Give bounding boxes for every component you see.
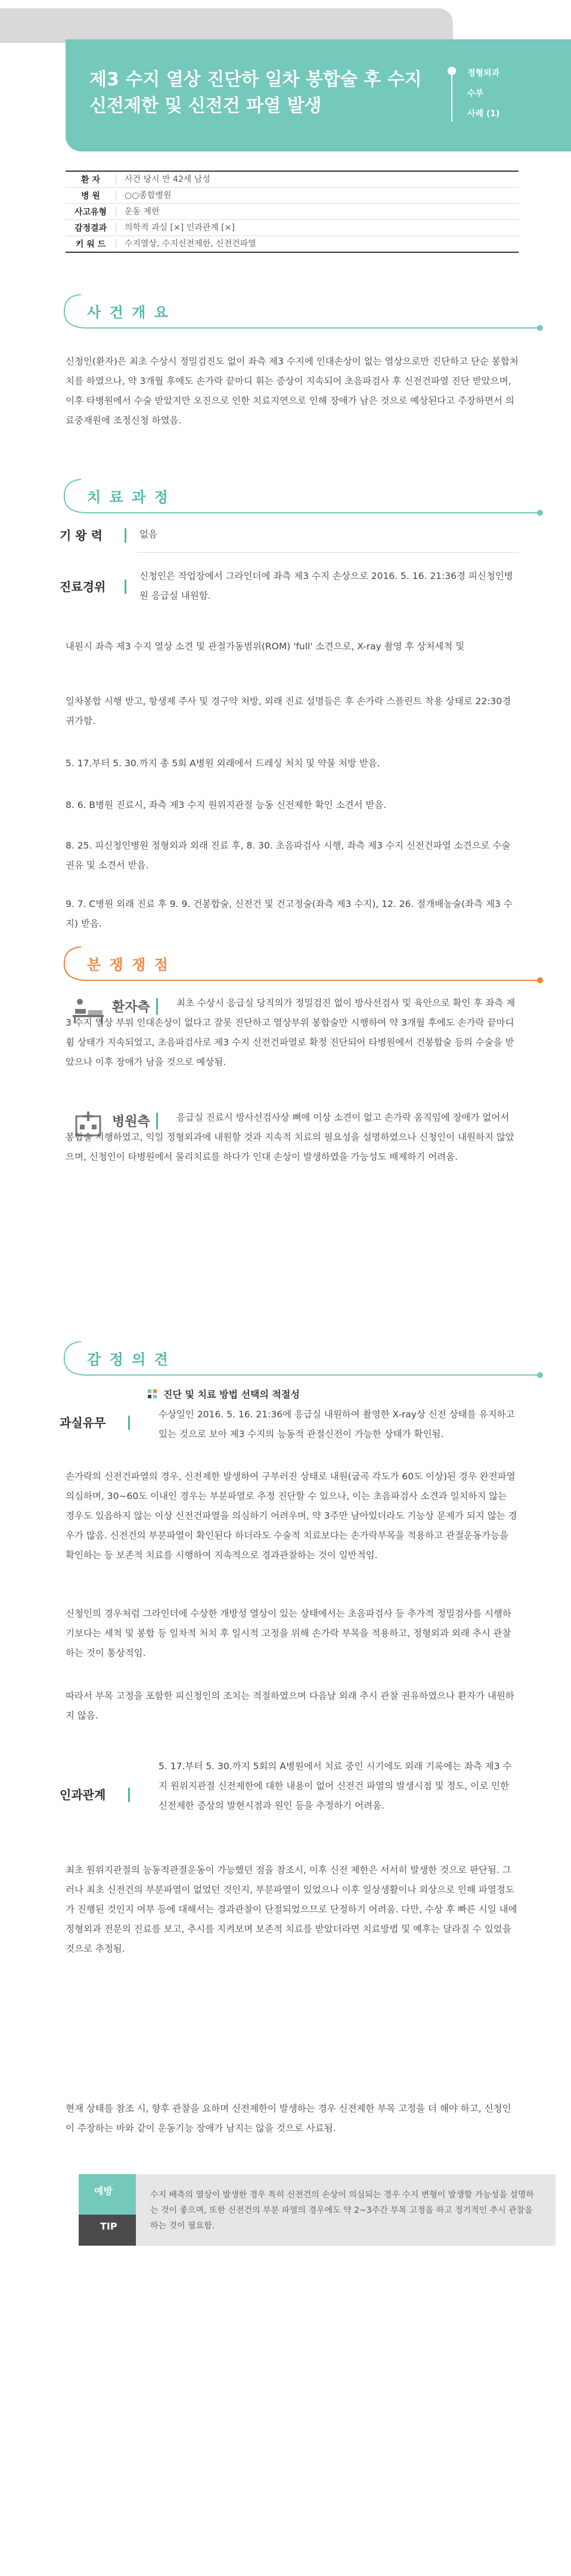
- info-value: 수지열상, 수지신전제한, 신전건파열: [116, 239, 256, 249]
- info-row-keywords: [66, 236, 519, 252]
- dept-label: 정형외과: [467, 69, 500, 78]
- info-value: 의학적 과실 [×] 인과관계 [×]: [116, 223, 235, 233]
- meta-dot-icon: [448, 67, 456, 75]
- treatment-entry: 8. 6. B병원 진료시, 좌측 제3 수지 원위지관절 능동 신전제한 확인 소견서 받음.: [66, 800, 387, 810]
- info-row-accident-type: [66, 204, 519, 220]
- header-tab-background: [0, 8, 453, 43]
- section-title: 감 정 의 견: [87, 1351, 170, 1368]
- info-row-hospital: [66, 188, 519, 204]
- info-value: 사건 당시 만 42세 남성: [116, 175, 210, 184]
- tip-label-tip: TIP: [100, 2221, 117, 2232]
- tip-tab: [79, 2174, 136, 2246]
- label-bar: [128, 1416, 130, 1430]
- section-title: 사 건 개 요: [87, 304, 170, 321]
- treatment-entry: 내원시 좌측 제3 수지 열상 소견 및 관절가동범위(ROM) 'full' 소견으로, X-ray 촬영 후 상처세척 및: [66, 641, 465, 652]
- section-header-opinion: [57, 1337, 546, 1391]
- case-title: 제3 수지 열상 진단하 일차 봉합술 후 수지 신전제한 및 신전건 파열 발생: [89, 69, 422, 116]
- info-label: 사고유형: [74, 208, 107, 217]
- causation-label-box: [60, 1785, 130, 1803]
- causation-paragraph: 최초 원위지관절의 능동적관절운동이 가능했던 점을 참조시, 이후 신전 제한은 서서히 발생한 것으로 판단됨. 그러나 최초 신전건의 부분파열이 없었던 것인지, 부분파열이 있었으나 이후 일상생활이나 외상으로 인해 파열정도가 진행된 것인지 여부 등에 대해서는 경과관찰이 단절되었으므로 단정하기 어려움. 다만, 수상 후 빠른 시일 내에 정형외과 전문의 진료를 보고, 추시를 지켜보며 보존적 치료를 받았더라면 치료방법 및 예후는 달라질 수 있었을 것으로 추정됨.: [66, 1865, 517, 1954]
- tip-label-prevention: 예방: [94, 2185, 113, 2197]
- negligence-label: 과실유무: [60, 1416, 106, 1430]
- info-label: 키 워 드: [75, 240, 106, 249]
- meta-line: [451, 72, 452, 122]
- hospital-side-text: 응급실 진료시 방사선검사상 뼈에 이상 소견이 없고 손가락 움직임에 장애가 없어서 봉합술 시행하였고, 익일 정형외과에 내원할 것과 지속적 치료의 필요성을 설명하였으나 신청인이 내원하지 않았으며, 신청인이 타병원에서 물리치료를 하다가 인대 손상이 발생하였을 가능성도 배제하기 어려움.: [66, 1112, 514, 1162]
- case-header: [66, 39, 571, 151]
- section-title: 분 쟁 쟁 점: [87, 956, 170, 973]
- info-label: 병 원: [81, 191, 100, 201]
- causation-paragraph: 현재 상태를 참조 시, 향후 관찰을 요하며 신전제한이 발생하는 경우 신전제한 부목 고정을 더 해야 하고, 신청인이 주장하는 바와 같이 운동기능 장애가 남지는 않을 것으로 사료됨.: [66, 2103, 511, 2134]
- negligence-paragraph: 신청인의 경우처럼 그라인더에 수상한 개방성 열상이 있는 상태에서는 초음파검사 등 추가적 정밀검사를 시행하기보다는 세척 및 봉합 등 일차적 처치 후 일시적 고정을 위해 손가락 부목을 적용하고, 정형외과 외래 추시 관찰하는 것이 통상적임.: [66, 1608, 511, 1658]
- course-intro: 신청인은 작업장에서 그라인더에 좌측 제3 수지 손상으로 2016. 5. 16. 21:36경 피신청인병원 응급실 내원함.: [139, 571, 513, 601]
- label-bar: [128, 1788, 130, 1802]
- course-label-box: [60, 577, 126, 595]
- case-meta: [446, 63, 529, 129]
- case-info-table: [66, 171, 519, 253]
- negligence-heading: 진단 및 치료 방법 선택의 적절성: [163, 1389, 300, 1400]
- label-bar: [125, 528, 126, 543]
- negligence-label-box: [60, 1413, 130, 1431]
- case-number: 사례 (1): [467, 109, 500, 119]
- negligence-paragraph: 따라서 부목 고정을 포함한 피신청인의 조치는 적절하였으며 다음날 외래 추시 관찰 권유하였으나 환자가 내원하지 않음.: [66, 1690, 514, 1721]
- history-label-box: [60, 526, 126, 543]
- label-bar: [125, 580, 126, 594]
- causation-label: 인과관계: [60, 1788, 106, 1802]
- info-value: ○○종합병원: [116, 191, 172, 200]
- treatment-entry: 8. 25. 피신청인병원 정형외과 외래 진료 후, 8. 30. 초음파검사 시행, 좌측 제3 수지 신전건파열 소견으로 수술 권유 및 소견서 받음.: [66, 840, 511, 871]
- tip-text: 수지 배측의 열상이 발생한 경우 특히 신전건의 손상이 의심되는 경우 수지 변형이 발생할 가능성을 설명하는 것이 좋으며, 또한 신전건의 부분 파열의 경우에도 약 2~3주간 부목 고정을 하고 정기적인 추시 관찰을 하는 것이 필요함.: [150, 2190, 534, 2231]
- section-header-overview: [57, 290, 546, 343]
- info-row-result: [66, 220, 519, 236]
- prevention-tip-box: [79, 2174, 556, 2246]
- patient-side-text: 최초 수상시 응급실 당직의가 정밀검진 없이 방사선검사 및 육안으로 확인 후 좌측 제3 수지 열상 부위 인대손상이 없다고 잘못 진단하고 열상부위 봉합술만 시행하여 약 3개월 후에도 손가락 끝마디 휨 상태가 지속되었고, 초음파검사로 제3 수지 신전건파열로 확정 진단되어 타병원에서 건봉합술 등의 수술을 받았으나 이후 장애가 남을 것으로 예상됨.: [66, 998, 516, 1067]
- section-header-treatment: [57, 475, 546, 528]
- overview-paragraph: 신청인(환자)은 최초 수상시 정밀검진도 없이 좌측 제3 수지에 인대손상이 없는 열상으로만 진단하고 단순 봉합처치를 하였으나, 약 3개월 후에도 손가락 끝마디 휘는 증상이 지속되어 초음파검사 후 신전건파열 진단 받았으며, 이후 타병원에서 수술 받았지만 오진으로 인한 치료지연으로 인해 장애가 남은 것으로 예상된다고 주장하면서 의료중재원에 조정신청 하였음.: [66, 356, 519, 426]
- divider: [137, 552, 519, 553]
- causation-intro: 5. 17.부터 5. 30.까지 5회의 A병원에서 치료 중인 시기에도 외래 기록에는 좌측 제3 수지 원위지관절 신전제한에 대한 내용이 없어 신전건 파열의 발생시점 및 정도, 이로 인한 신전제한 증상의 발현시점과 원인 등을 추정하기 어려움.: [159, 1761, 512, 1811]
- level-label: 수부: [467, 89, 484, 98]
- bullet-grid-icon: [148, 1389, 157, 1399]
- negligence-intro: 수상일인 2016. 5. 16. 21:36에 응급실 내원하여 촬영한 X-ray상 신전 상태를 유지하고 있는 것으로 보아 제3 수지의 능동적 관절신전이 가능한 상태가 확인됨.: [159, 1409, 515, 1439]
- treatment-entry: 일차봉합 시행 받고, 항생제 주사 및 경구약 처방, 외래 진료 설명들은 후 손가락 스플린트 착용 상태로 22:30경 귀가함.: [66, 696, 511, 726]
- treatment-entry: 5. 17.부터 5. 30.까지 총 5회 A병원 외래에서 드레싱 처치 및 약물 처방 받음.: [66, 758, 380, 769]
- info-value: 운동 제한: [116, 207, 160, 216]
- history-value: 없음: [139, 529, 157, 540]
- patient-side-label: 환자측: [112, 1000, 150, 1015]
- info-label: 감정결과: [74, 224, 107, 233]
- info-label: 환 자: [81, 175, 100, 185]
- negligence-paragraph: 손가락의 신전건파열의 경우, 신전제한 발생하여 구부러진 상태로 내원(굽곡 각도가 60도 이상)된 경우 완전파열 의심하며, 30~60도 이내인 경우는 부분파열로 추정 진단할 수 있으나, 이는 초음파검사 소견과 일치하지 않는 경우도 있음하지 않는 이상 신전건파열을 의심하기 어려우며, 약 3주만 남아있더라도 기능상 문제가 되지 않는 경우가 많음. 신전건의 부분파열이 확인된다 하더라도 수술적 치료보다는 손가락부목을 적용하고 관절운동가능을 확인하는 등 보존적 치료를 시행하여 지속적으로 경과관찰하는 것이 일반적임.: [66, 1471, 517, 1561]
- hospital-side-label: 병원측: [112, 1114, 150, 1129]
- course-label: 진료경위: [60, 580, 106, 594]
- history-label: 기 왕 력: [60, 528, 103, 543]
- section-title: 치 료 과 정: [87, 489, 170, 506]
- section-header-dispute: [57, 942, 546, 996]
- info-row-patient: [66, 172, 519, 188]
- treatment-entry: 9. 7. C병원 외래 진료 후 9. 9. 건봉합술, 신전건 및 건고정술(좌측 제3 수지), 12. 26. 절개배농술(좌측 제3 수지) 받음.: [66, 899, 513, 929]
